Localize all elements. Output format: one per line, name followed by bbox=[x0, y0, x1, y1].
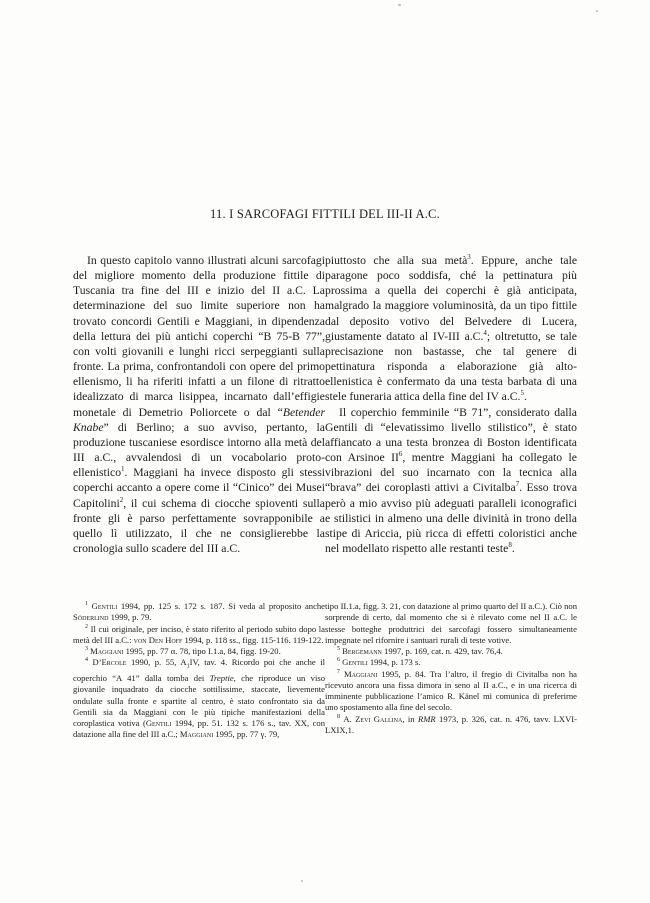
paragraph: Il coperchio femminile “B 71”, considerato dalla Gentili di “elevatissimo livello stilistico”, è stato affiancato a una testa bronzea di Boston identificata con Arsinoe $II^6$, mentre Maggiani ha collegato le vibrazioni del suo incarnato con la tecnica alla “brava” dei coroplasti attivi a Civitalba$^7$. Esso trova però a mio avviso più adeguati paralleli iconografici e stilistici in almeno una delle divinità in trono della stipe di Ariccia, più ricca di effetti coloristici anche nel modellato rispetto alle restanti teste$^8$. bbox=[325, 405, 577, 555]
footnote: $^1$ Gentili 1994, pp. 125 s. 172 s. 187. Si veda al proposito anche Söderlind 1999, p. 79. bbox=[73, 601, 325, 623]
footnote-ref[interactable]: 3 bbox=[467, 253, 471, 262]
paragraph: In questo capitolo vanno illustrati alcuni sarcofagi del migliore momento della produzione fittile di Tuscania tra fine del III e inizio del II a.C. La determinazione del suo limite superiore non ha trovato concordi Gentili e Maggiani, in dipendenza della lettura dei più antichi coperchi “B 75-B 77”, con volti giovanili e lunghi ricci serpeggianti sulla fronte. La prima, confrontandoli con opere del primo ellenismo, li ha riferiti infatti a un filone di ritratto idealizzato di marca lisippea, incarnato dall’effigie monetale di Demetrio Poliorcete o dal “Betender Knabe” di Berlino; a suo avviso, pertanto, la produzione tuscaniese esordisce intorno alla metà del III a.C., avvalendosi di un vocabolario proto-ellenistico$^1$. Maggiani ha invece disposto gli stessi coperchi accanto a opere come il “Cinico” dei Musei Capitolini$^2$, il cui schema di ciocche spioventi sulla fronte gli è parso perfettamente sovrapponibile a quello lì utilizzato, il che ne consiglierebbe la cronologia sullo scadere del III a.C. bbox=[73, 254, 325, 555]
paragraph: piuttosto che alla sua metà$^3$. Eppure, anche tale paragone poco soddisfa, ché la pettinatura più prossima a quella dei coperchi è già anticipata, malgrado la maggiore voluminosità, da un tipo fittile dal deposito votivo del Belvedere di Lucera, giustamente datato al IV-III a.C.$^4$; oltretutto, se tale precisazione non bastasse, che tal genere di pettinatura risponda a elaborazione già alto-ellenistica è confermato da una testa barbata di una stele funeraria attica della fine del IV a.C.$^5$. bbox=[325, 253, 578, 404]
footnote: $^4$ D’Ercole 1990, p. 55, $A_1IV$, tav. 4. Ricordo poi che anche il coperchio “A 41” dalla tomba dei Treptie, che riproduce un viso giovanile inquadrato da ciocche sottilissime, staccate, lievemente ondulate sulla fronte e spartite al centro, è stato confrontato sia da Gentili sia da Maggiani con le più tipiche manifestazioni della coroplastica votiva (Gentili 1994, pp. 51. 132 s. 176 s., tav. XX, con datazione alla fine del III a.C.; Maggiani 1995, pp. 77 γ. 79, bbox=[73, 657, 326, 740]
scan-speck bbox=[301, 880, 303, 882]
footnotes-left bbox=[73, 601, 325, 741]
scan-speck bbox=[398, 4, 401, 6]
footnotes-right bbox=[325, 601, 577, 736]
footnote-ref[interactable]: 5 bbox=[520, 389, 524, 398]
footnote: $^2$ Il cui originale, per inciso, è stato riferito al periodo subito dopo la metà del III a.C.: von Den Hoff 1994, p. 118 ss., figg. 115-116. 119-122. bbox=[73, 623, 325, 645]
footnote-ref[interactable]: 1 bbox=[121, 465, 125, 474]
footnote-ref[interactable]: 4 bbox=[483, 328, 487, 337]
footnote: $^7$ Maggiani 1995, p. 84. Tra l’altro, il fregio di Civitalba non ha ricevuto ancora una fissa dimora in seno al II a.C., e in una ricerca di imminente pubblicazione l’amico R. Känel mi comunica di preferirne uno spostamento alla fine del secolo. bbox=[325, 668, 577, 713]
footnote-ref[interactable]: 8 bbox=[508, 541, 512, 550]
footnote-ref[interactable]: 6 bbox=[398, 450, 403, 459]
footnote: $^8$ A. Zevi Gallina, in RMR 1973, p. 326, cat. n. 476, tavv. LXVI-LXIX,1. bbox=[325, 713, 577, 735]
footnote-ref[interactable]: 2 bbox=[119, 495, 124, 504]
body-column-right bbox=[325, 253, 577, 556]
footnote: tipo II.1.a, figg. 3. 21, con datazione al primo quarto del II a.C.). Ciò non sorprende di certo, dal momento che si è rilevato come nel II a.C. le stesse botteghe produttrici dei sarcofagi fossero simultaneamente impegnate nel rifornire i santuari rurali di teste votive. bbox=[325, 601, 577, 645]
scan-speck bbox=[596, 10, 598, 12]
chapter-title: 11. I SARCOFAGI FITTILI DEL III-II A.C. bbox=[210, 207, 440, 221]
footnote: $^6$ Gentili 1994, p. 173 s. bbox=[337, 657, 421, 668]
body-column-left bbox=[73, 253, 325, 556]
footnote: $^3$ Maggiani 1995, pp. 77 α. 78, tipo I.1.a, 84, figg. 19-20. bbox=[85, 646, 281, 656]
footnote-ref[interactable]: 7 bbox=[515, 480, 520, 489]
footnote: $^5$ Bergemann 1997, p. 169, cat. n. 429, tav. 76,4. bbox=[337, 646, 503, 656]
